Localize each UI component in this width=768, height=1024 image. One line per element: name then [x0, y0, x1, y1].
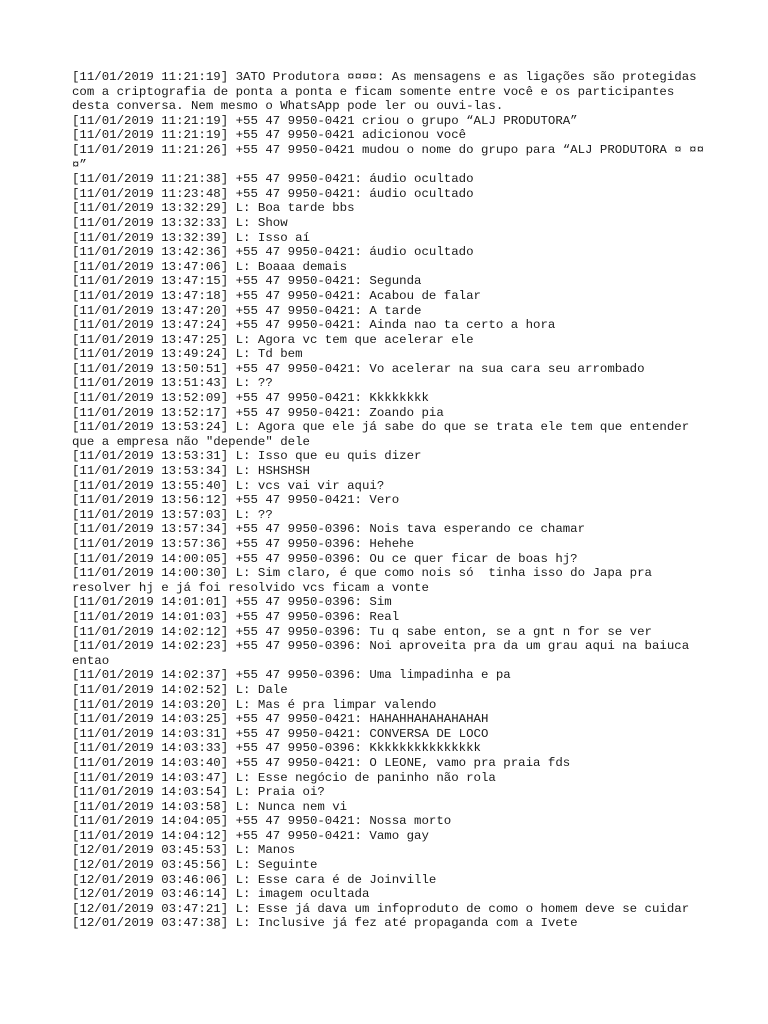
- chat-transcript: [72, 70, 712, 931]
- message-line: [11/01/2019 14:04:05] +55 47 9950-0421: Nossa morto: [72, 814, 452, 829]
- message-line: [11/01/2019 11:21:38] +55 47 9950-0421: áudio ocultado: [72, 172, 474, 187]
- message-line: [11/01/2019 13:47:18] +55 47 9950-0421: Acabou de falar: [72, 288, 481, 303]
- message-line: [11/01/2019 13:47:25] L: Agora vc tem que acelerar ele: [72, 332, 474, 347]
- message-line: [11/01/2019 14:02:52] L: Dale: [72, 682, 288, 697]
- message-line: [12/01/2019 03:47:21] L: Esse já dava um infoproduto de como o homem deve se cuidar: [72, 901, 690, 916]
- message-line: [11/01/2019 13:32:39] L: Isso aí: [72, 230, 310, 245]
- message-line: [11/01/2019 13:53:31] L: Isso que eu quis dizer: [72, 449, 422, 464]
- message-line: [11/01/2019 13:57:34] +55 47 9950-0396: Nois tava esperando ce chamar: [72, 522, 586, 537]
- message-line: [11/01/2019 13:47:15] +55 47 9950-0421: Segunda: [72, 274, 422, 289]
- message-line: [11/01/2019 14:00:30] L: Sim claro, é que como nois só tinha isso do Japa pra resolver hj e já foi resolvido vcs ficam a vonte: [72, 566, 660, 595]
- message-line: [11/01/2019 11:21:26] +55 47 9950-0421 mudou o nome do grupo para “ALJ PRODUTORA ¤ ¤¤¤”: [72, 142, 705, 172]
- message-line: [11/01/2019 13:52:17] +55 47 9950-0421: Zoando pia: [72, 405, 444, 420]
- message-line: [11/01/2019 14:00:05] +55 47 9950-0396: Ou ce quer ficar de boas hj?: [72, 551, 578, 566]
- message-line: [11/01/2019 14:03:54] L: Praia oi?: [72, 785, 325, 800]
- message-line: [12/01/2019 03:46:06] L: Esse cara é de Joinville: [72, 872, 437, 887]
- message-line: [11/01/2019 13:53:34] L: HSHSHSH: [72, 464, 310, 479]
- message-line: [12/01/2019 03:47:38] L: Inclusive já fez até propaganda com a Ivete: [72, 916, 578, 931]
- message-line: [11/01/2019 13:51:43] L: ??: [72, 376, 273, 391]
- message-line: [11/01/2019 14:03:31] +55 47 9950-0421: CONVERSA DE LOCO: [72, 726, 489, 741]
- message-line: [11/01/2019 11:21:19] +55 47 9950-0421 criou o grupo “ALJ PRODUTORA”: [72, 113, 578, 128]
- message-line: [11/01/2019 13:42:36] +55 47 9950-0421: áudio ocultado: [72, 245, 474, 260]
- message-line: [12/01/2019 03:45:53] L: Manos: [72, 843, 296, 858]
- message-line: [11/01/2019 14:02:37] +55 47 9950-0396: Uma limpadinha e pa: [72, 668, 511, 683]
- message-line: [11/01/2019 13:32:33] L: Show: [72, 215, 288, 230]
- message-line: [11/01/2019 11:21:19] +55 47 9950-0421 adicionou você: [72, 128, 467, 143]
- message-line: [11/01/2019 14:03:20] L: Mas é pra limpar valendo: [72, 697, 437, 712]
- message-line: [11/01/2019 13:57:03] L: ??: [72, 507, 273, 522]
- message-line: [11/01/2019 13:57:36] +55 47 9950-0396: Hehehe: [72, 537, 415, 551]
- message-line: [11/01/2019 14:04:12] +55 47 9950-0421: Vamo gay: [72, 828, 429, 843]
- message-line: [11/01/2019 14:03:25] +55 47 9950-0421: HAHAHHAHAHAHAHAH: [72, 712, 489, 727]
- message-line: [11/01/2019 14:03:58] L: Nunca nem vi: [72, 799, 348, 814]
- message-line: [11/01/2019 11:21:19] 3ATO Produtora ¤¤¤¤: As mensagens e as ligações são protegidas com a criptografia de ponta a ponta e ficam somente entre você e os participantes desta conversa. Nem mesmo o WhatsApp pode ler ou ouvi-las.: [72, 70, 705, 114]
- message-line: [11/01/2019 13:47:24] +55 47 9950-0421: Ainda nao ta certo a hora: [72, 318, 556, 333]
- message-line: [11/01/2019 13:50:51] +55 47 9950-0421: Vo acelerar na sua cara seu arrombado: [72, 361, 645, 376]
- message-line: [11/01/2019 14:01:03] +55 47 9950-0396: Real: [72, 609, 400, 624]
- message-line: [11/01/2019 13:55:40] L: vcs vai vir aqui?: [72, 478, 385, 493]
- message-line: [11/01/2019 13:47:06] L: Boaaa demais: [72, 259, 348, 274]
- message-line: [11/01/2019 13:53:24] L: Agora que ele já sabe do que se trata ele tem que entender que a empresa não "depende" dele: [72, 420, 697, 449]
- message-line: [11/01/2019 13:49:24] L: Td bem: [72, 347, 303, 362]
- message-line: [11/01/2019 14:03:33] +55 47 9950-0396: Kkkkkkkkkkkkkkk: [72, 741, 481, 756]
- message-line: [11/01/2019 13:47:20] +55 47 9950-0421: A tarde: [72, 303, 422, 318]
- message-line: [11/01/2019 14:02:23] +55 47 9950-0396: Noi aproveita pra da um grau aqui na baiuca entao: [72, 639, 697, 668]
- message-line: [11/01/2019 14:03:47] L: Esse negócio de paninho não rola: [72, 770, 496, 785]
- message-line: [11/01/2019 13:52:09] +55 47 9950-0421: Kkkkkkkk: [72, 391, 429, 406]
- message-line: [11/01/2019 14:01:01] +55 47 9950-0396: Sim: [72, 595, 392, 610]
- message-line: [12/01/2019 03:46:14] L: imagem ocultada: [72, 887, 370, 902]
- message-line: [11/01/2019 13:32:29] L: Boa tarde bbs: [72, 201, 355, 216]
- message-line: [11/01/2019 14:03:40] +55 47 9950-0421: O LEONE, vamo pra praia fds: [72, 755, 571, 770]
- message-line: [12/01/2019 03:45:56] L: Seguinte: [72, 858, 318, 873]
- message-line: [11/01/2019 14:02:12] +55 47 9950-0396: Tu q sabe enton, se a gnt n for se ver: [72, 624, 652, 639]
- message-line: [11/01/2019 11:23:48] +55 47 9950-0421: áudio ocultado: [72, 186, 474, 201]
- message-line: [11/01/2019 13:56:12] +55 47 9950-0421: Vero: [72, 493, 400, 508]
